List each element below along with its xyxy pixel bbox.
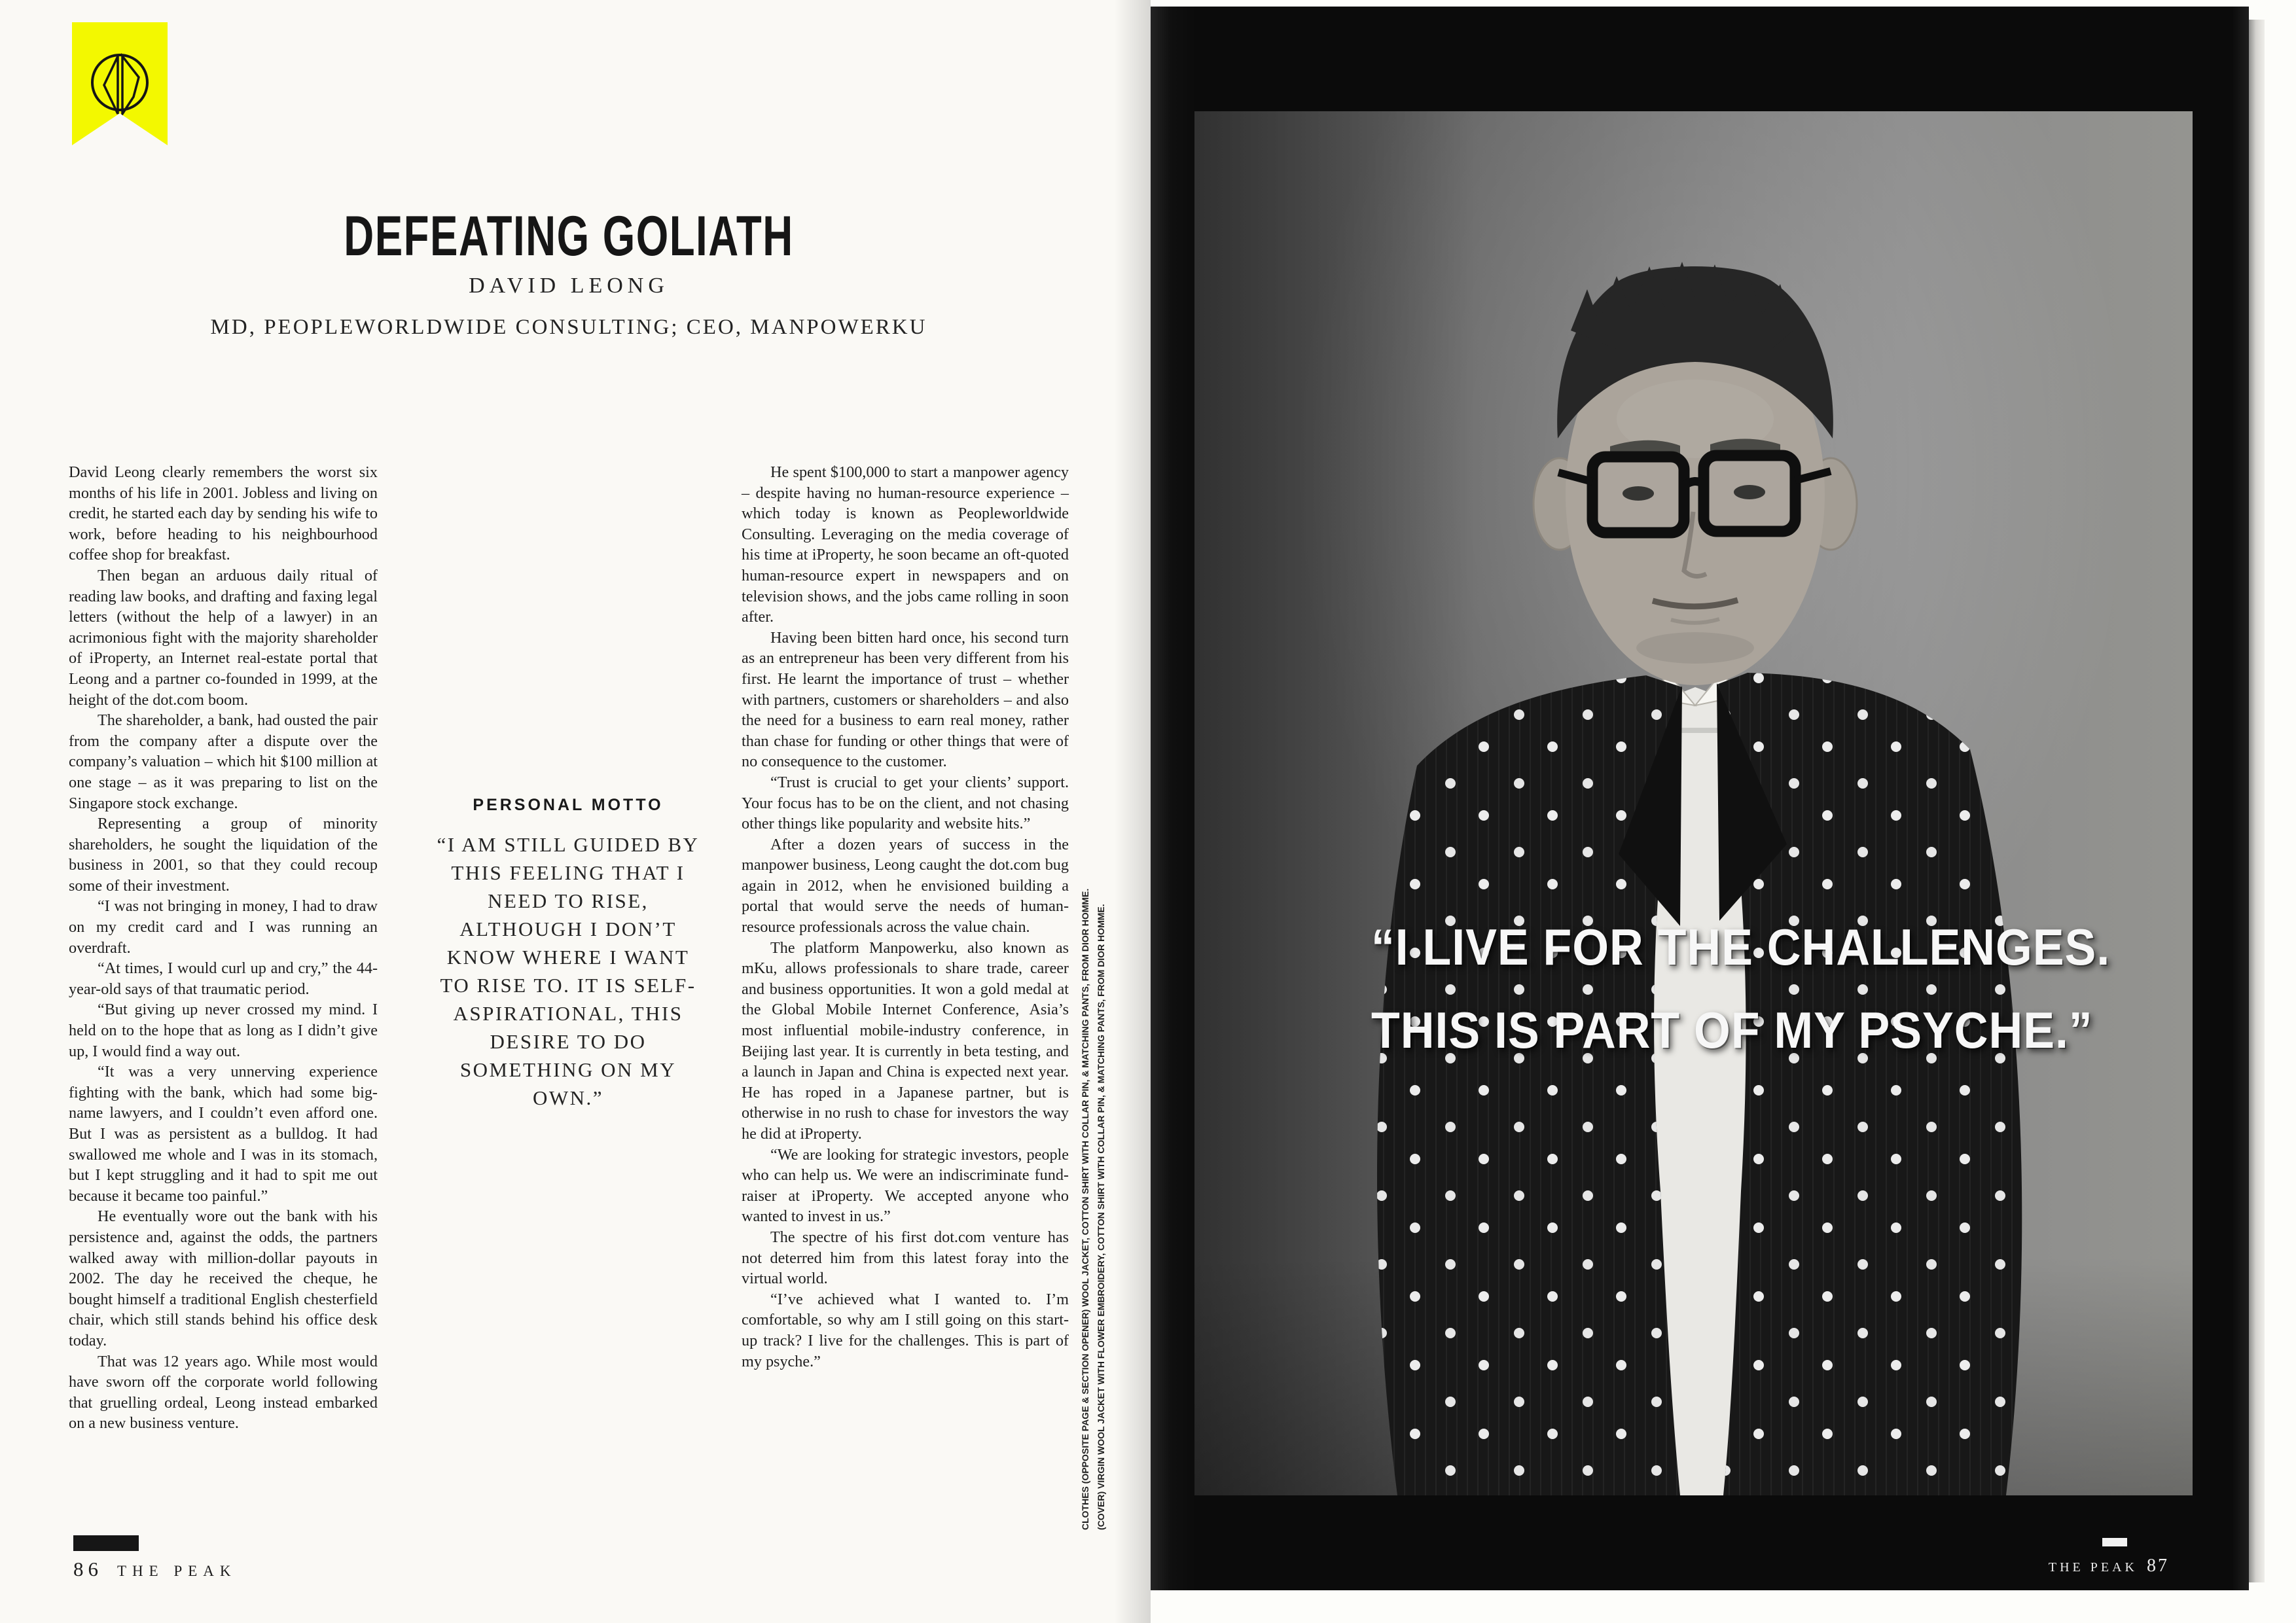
page-number-left: 86 — [73, 1558, 103, 1580]
article-paragraph: The shareholder, a bank, had ousted the pair from the company after a dispute over the company’s valuation – which hit $100 million at one stage – as it was preparing to list on the Singapore stock exchange. — [69, 711, 378, 812]
motto-label: PERSONAL MOTTO — [473, 796, 664, 814]
page-edge-stack — [2249, 20, 2265, 1582]
article-paragraph: He eventually wore out the bank with his persistence and, against the odds, the partners walked away with million-dollar payouts in 2002. The day he received the cheque, he bought himself a traditional English chesterfield chair, which still stands behind his office desk today. — [69, 1207, 378, 1349]
article-paragraph: The spectre of his first dot.com venture has not deterred him from this latest foray into the virtual world. — [742, 1228, 1069, 1288]
article-paragraph: Having been bitten hard once, his second turn as an entrepreneur has been very different from his first. He learnt the importance of trust – whether with partners, customers or shareholders – and also the need for a business to earn real money, rather than chase for funding or other things that were of no consequence to the customer. — [742, 628, 1069, 771]
credits-line-2: (COVER) VIRGIN WOOL JACKET WITH FLOWER EMBROIDERY, COTTON SHIRT WITH COLLAR PIN, & MATCHING PANTS, FROM DIOR HOMME. — [1096, 904, 1106, 1530]
article-paragraph: “I’ve achieved what I wanted to. I’m comfortable, so why am I still going on this start-up track? I live for the challenges. This is part of my psyche.” — [742, 1290, 1069, 1370]
article-paragraph: Then began an arduous daily ritual of reading law books, and drafting and faxing legal letters (without the help of a lawyer) in an acrimonious fight with the majority shareholder of iProperty, an Internet real-estate portal that Leong and a partner co-founded in 1999, at the height of the dot.com boom. — [69, 566, 378, 709]
article-column-2 — [742, 462, 1069, 1372]
article-paragraph: Representing a group of minority shareholders, he sought the liquidation of the business in 2001, so that they could recoup some of their investment. — [69, 815, 378, 895]
article-paragraph: After a dozen years of success in the manpower business, Leong caught the dot.com bug again in 2012, when he envisioned building a portal that would serve the needs of human-resource professionals across the value chain. — [742, 835, 1069, 936]
footer-rule-bar — [73, 1535, 139, 1551]
article-paragraph: The platform Manpowerku, also known as mKu, allows professionals to share trade, career and business opportunities. It won a gold medal at the Global Mobile Internet Conference, Asia’s most influential mobile-industry conference, in Beijing last year. It is currently in beta testing, and a launch in Japan and China is expected next year. He has roped in a Japanese partner, but is otherwise in no rush to chase for investors the way he did at iProperty. — [742, 938, 1069, 1143]
article-paragraph: David Leong clearly remembers the worst six months of his life in 2001. Jobless and living on credit, he started each day by sending his wife to work, before heading to his neighbourhood coffee shop for breakfast. — [69, 463, 378, 564]
article-paragraph: “At times, I would curl up and cry,” the 44-year-old says of that traumatic period. — [69, 959, 378, 998]
article-paragraph: “We are looking for strategic investors, people who can help us. We were an indiscriminate fund-raiser at iProperty. We accepted anyone who wanted to invest in us.” — [742, 1145, 1069, 1226]
article-paragraph: “But giving up never crossed my mind. I held on to the hope that as long as I didn’t give up, I would find a way out. — [69, 1001, 378, 1060]
portrait-photo — [1194, 111, 2193, 1495]
magazine-title-left: THE PEAK — [117, 1563, 237, 1579]
photo-pull-quote — [1371, 906, 2174, 1072]
bookmark-ribbon — [72, 22, 168, 145]
photo-quote-line-1: “I LIVE FOR THE CHALLENGES. — [1371, 918, 2111, 976]
motto-quote: “I AM STILL GUIDED BY THIS FEELING THAT I NEED TO RISE, ALTHOUGH I DON’T KNOW WHERE I WANT TO RISE TO. IT IS SELF-ASPIRATIONAL, THIS DESIRE TO DO SOMETHING ON MY OWN.” — [437, 833, 700, 1109]
article-paragraph: “Trust is crucial to get your clients’ support. Your focus has to be on the client, and not chasing other things like popularity and website hits.” — [742, 773, 1069, 833]
article-column-1 — [69, 462, 378, 1434]
clothing-credits — [1077, 888, 1109, 1530]
magazine-title-right: THE PEAK — [2048, 1560, 2138, 1575]
article-paragraph: “I was not bringing in money, I had to draw on my credit card and I was running an overdraft. — [69, 897, 378, 957]
article-header — [69, 205, 1069, 340]
article-subject: DAVID LEONG — [469, 274, 669, 298]
article-paragraph: “It was a very unnerving experience fighting with the bank, which had some big-name lawyers, and I couldn’t even afford one. But I was as persistent as a bulldog. It had swallowed me whole and I was in its stomach, but I kept struggling and it had to spit me out because it became too painful.” — [69, 1063, 378, 1205]
page-number-right: 87 — [2147, 1556, 2169, 1576]
portrait-illustration — [1194, 111, 2193, 1495]
article-role-line: MD, PEOPLEWORLDWIDE CONSULTING; CEO, MANPOWERKU — [210, 315, 927, 339]
article-title: DEFEATING GOLIATH — [344, 205, 794, 268]
personal-motto-block — [431, 796, 706, 1112]
footer-rule-bar-right — [2102, 1538, 2127, 1546]
left-page-footer — [73, 1535, 237, 1581]
article-paragraph: That was 12 years ago. While most would have sworn off the corporate world following that gruelling ordeal, Leong instead embarked on a new business venture. — [69, 1352, 378, 1433]
peak-logo-icon — [72, 22, 168, 145]
article-paragraph: He spent $100,000 to start a manpower agency – despite having no human-resource experience – which today is known as Peopleworldwide Consulting. Leveraging on the media coverage of his time at iProperty, he soon became an oft-quoted human-resource expert in newspapers and on television shows, and the jobs came rolling in soon after. — [742, 463, 1069, 626]
right-page-footer — [2047, 1538, 2169, 1577]
credits-line-1: CLOTHES (OPPOSITE PAGE & SECTION OPENER) WOOL JACKET, COTTON SHIRT WITH COLLAR PIN, & MATCHING PANTS, FROM DIOR HOMME. — [1080, 888, 1090, 1530]
photo-quote-line-2: THIS IS PART OF MY PSYCHE.” — [1371, 1001, 2093, 1059]
